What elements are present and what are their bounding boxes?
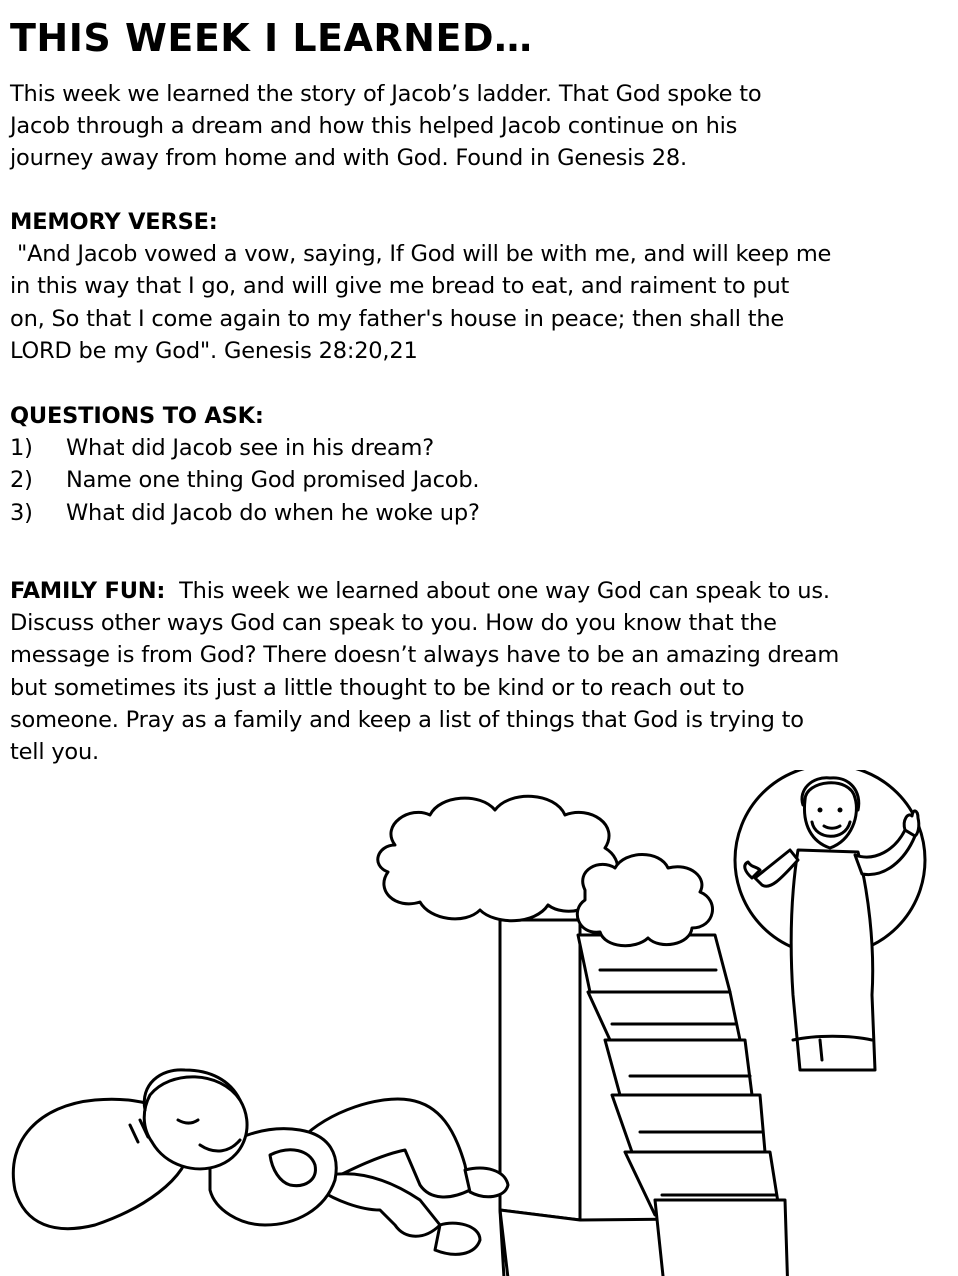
stairway-to-heaven (500, 920, 788, 1276)
stair-step (612, 1095, 765, 1152)
memory-verse-line: in this way that I go, and will give me bread to eat, and raiment to put (10, 273, 790, 300)
question-text: What did Jacob see in his dream? (66, 435, 434, 462)
family-fun-line: tell you. (10, 739, 100, 766)
family-fun-section (10, 575, 940, 768)
lesson-summary-line: Jacob through a dream and how this helped Jacob continue on his (10, 113, 738, 140)
family-fun-line: message is from God? There doesn’t always have to be an amazing dream (10, 642, 840, 669)
question-number: 1) (10, 435, 33, 462)
memory-verse-line: "And Jacob vowed a vow, saying, If God will be with me, and will keep me (10, 241, 832, 268)
questions-section (10, 400, 940, 529)
memory-verse-line: on, So that I come again to my father's house in peace; then shall the (10, 305, 785, 332)
family-fun-first-line (10, 575, 940, 607)
question-number: 2) (10, 467, 33, 494)
jacobs-ladder-illustration (0, 770, 958, 1276)
question-text: What did Jacob do when he woke up? (66, 499, 480, 526)
memory-verse-line: LORD be my God". Genesis 28:20,21 (10, 337, 418, 364)
questions-heading: QUESTIONS TO ASK: (10, 403, 264, 429)
small-cloud-icon (577, 855, 712, 946)
eye (838, 808, 843, 813)
angel-figure (735, 770, 925, 1070)
question-item (10, 497, 940, 529)
coloring-picture-svg (0, 770, 958, 1276)
page-title: THIS WEEK I LEARNED… (10, 16, 533, 60)
family-fun-line: someone. Pray as a family and keep a list of things that God is trying to (10, 706, 804, 733)
sleeping-jacob (130, 1070, 508, 1254)
head (804, 783, 856, 848)
question-item (10, 432, 940, 464)
lesson-summary-line: This week we learned the story of Jacob’s ladder. That God spoke to (10, 81, 762, 107)
lesson-summary-line: journey away from home and with God. Found in Genesis 28. (10, 145, 687, 172)
question-item (10, 464, 940, 496)
stair-step (588, 992, 740, 1040)
memory-verse-heading: MEMORY VERSE: (10, 209, 218, 235)
question-number: 3) (10, 499, 33, 526)
question-text: Name one thing God promised Jacob. (66, 467, 480, 494)
right-arm (855, 830, 915, 875)
stairway-side-wall (500, 920, 580, 1220)
family-fun-line: Discuss other ways God can speak to you. How do you know that the (10, 610, 777, 637)
robe-fold (820, 1040, 822, 1060)
family-fun-intro-text: This week we learned about one way God can speak to us. (165, 578, 830, 604)
stair-bottom-step (655, 1200, 788, 1276)
eye (818, 808, 823, 813)
stair-step (605, 1040, 752, 1095)
left-arm (755, 850, 798, 886)
family-fun-heading: FAMILY FUN: (10, 578, 166, 604)
family-fun-line: but sometimes its just a little thought to be kind or to reach out to (10, 674, 745, 701)
jacob-foot-icon (435, 1223, 480, 1254)
right-hand-icon (904, 811, 919, 836)
memory-verse-section (10, 206, 940, 367)
lesson-summary (10, 78, 940, 175)
